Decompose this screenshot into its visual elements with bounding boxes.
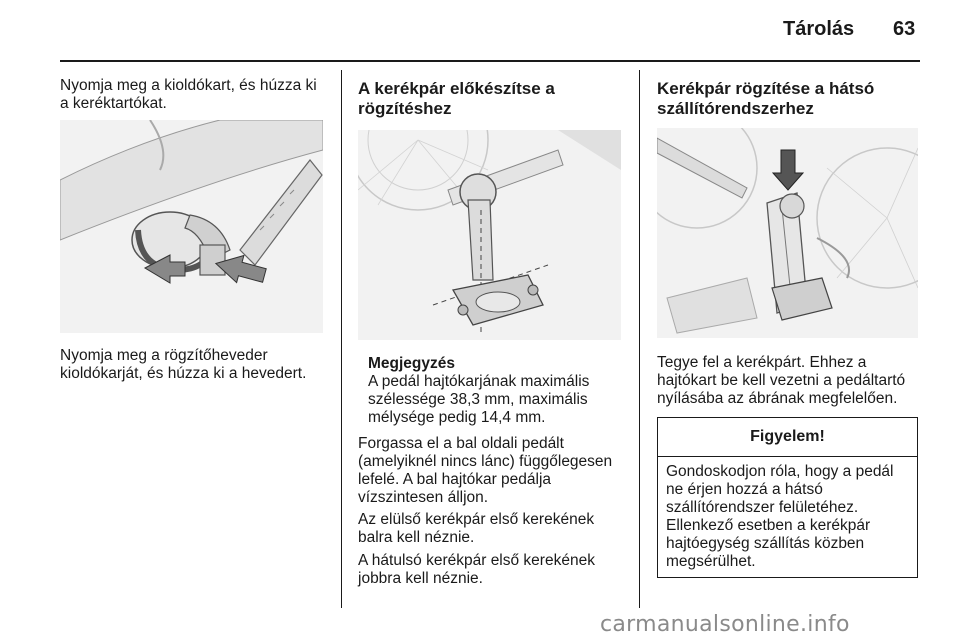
text-line: mélysége pedig 14,4 mm. xyxy=(368,409,546,426)
col1-para1 xyxy=(60,77,330,113)
heading-line: Kerékpár rögzítése a hátsó xyxy=(657,79,875,98)
text-line: hajtóegység szállítás közben xyxy=(666,535,865,552)
text-line: A pedál hajtókarjának maximális xyxy=(368,373,590,390)
col3-para1 xyxy=(657,354,927,408)
text-line: A hátulsó kerékpár első kerekének xyxy=(358,552,595,569)
column-divider-2 xyxy=(639,70,640,608)
warning-box xyxy=(657,417,918,578)
text-line: Gondoskodjon róla, hogy a pedál xyxy=(666,463,894,480)
figure-wheel-holder xyxy=(60,120,323,333)
text-line: a keréktartókat. xyxy=(60,95,167,112)
text-line: Nyomja meg a kioldókart, és húzza ki xyxy=(60,77,317,94)
watermark: carmanualsonline.info xyxy=(600,612,850,637)
text-line: szállítórendszer felületéhez. xyxy=(666,499,859,516)
text-line: kioldókarját, és húzza ki a hevedert. xyxy=(60,365,307,382)
col2-para2 xyxy=(358,511,633,547)
text-line: lefelé. A bal hajtókar pedálja xyxy=(358,471,552,488)
heading-line: A kerékpár előkészítse a xyxy=(358,79,555,98)
text-line: Forgassa el a bal oldali pedált xyxy=(358,435,564,452)
column-divider-1 xyxy=(341,70,342,608)
col2-para1 xyxy=(358,435,633,507)
text-line: hajtókart be kell vezetni a pedáltartó xyxy=(657,372,906,389)
figure-pedal-crank xyxy=(358,130,621,340)
figure-pedal-holder xyxy=(657,128,918,338)
text-line: nyílásába az ábrának megfelelően. xyxy=(657,390,898,407)
text-line: Nyomja meg a rögzítőheveder xyxy=(60,347,268,364)
col2-para3 xyxy=(358,552,633,588)
header-rule xyxy=(60,60,920,62)
text-line: megsérülhet. xyxy=(666,553,756,570)
col2-heading xyxy=(358,79,628,119)
text-line: Ellenkező esetben a kerékpár xyxy=(666,517,871,534)
page-number: 63 xyxy=(893,18,916,40)
col3-heading xyxy=(657,79,927,119)
warning-title: Figyelem! xyxy=(658,418,917,457)
note-title: Megjegyzés xyxy=(368,355,456,372)
text-line: Tegye fel a kerékpárt. Ehhez a xyxy=(657,354,867,371)
text-line: ne érjen hozzá a hátsó xyxy=(666,481,823,498)
text-line: (amelyiknél nincs lánc) függőlegesen xyxy=(358,453,613,470)
text-line: szélessége 38,3 mm, maximális xyxy=(368,391,588,408)
section-title: Tárolás xyxy=(783,18,855,40)
note-block xyxy=(368,355,628,427)
col1-para2 xyxy=(60,347,330,383)
heading-line: szállítórendszerhez xyxy=(657,99,814,118)
text-line: jobbra kell néznie. xyxy=(358,570,483,587)
text-line: vízszintesen álljon. xyxy=(358,489,489,506)
warning-text xyxy=(658,457,917,571)
text-line: balra kell néznie. xyxy=(358,529,475,546)
text-line: Az elülső kerékpár első kerekének xyxy=(358,511,595,528)
heading-line: rögzítéshez xyxy=(358,99,452,118)
